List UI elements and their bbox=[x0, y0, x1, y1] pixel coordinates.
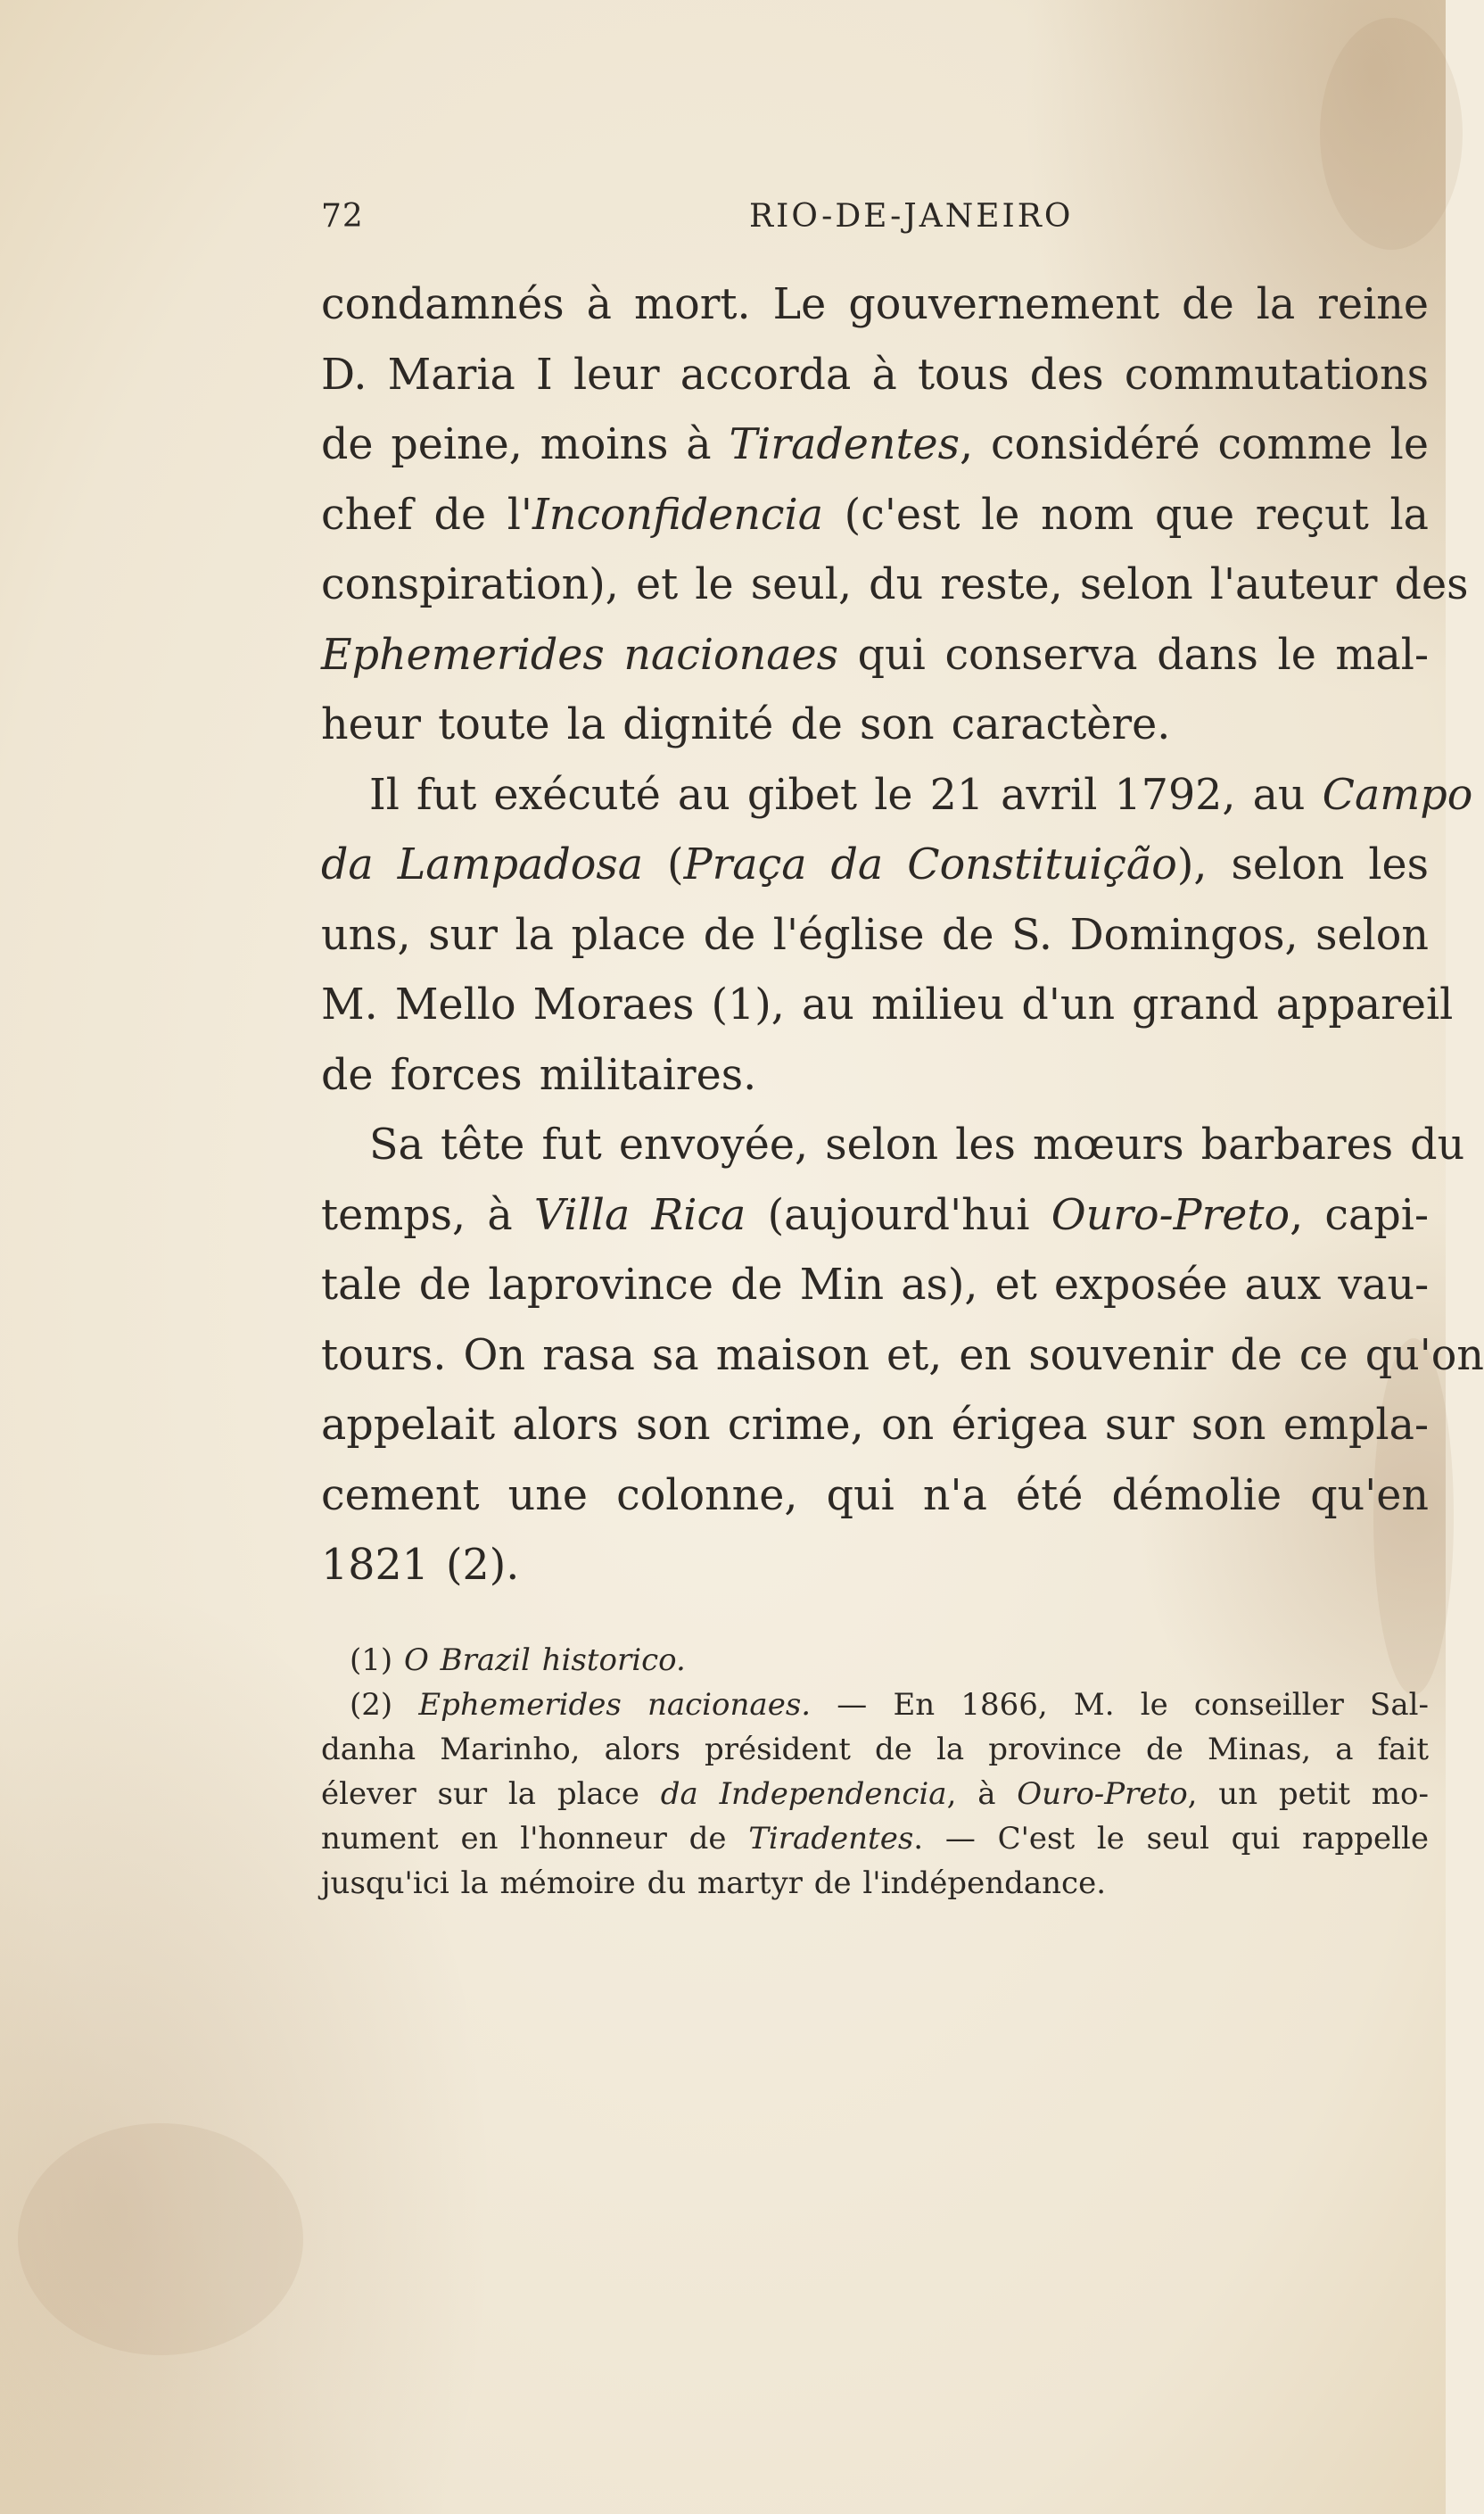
text-line bbox=[321, 1391, 1429, 1461]
text-span: temps, à bbox=[321, 1190, 534, 1240]
text-line bbox=[321, 550, 1469, 621]
footnote-2-line bbox=[321, 1683, 1429, 1727]
text-span: tale de laprovince de Min as), et exposée aux vau- bbox=[321, 1261, 1430, 1310]
text-span: danha Marinho, alors président de la province de Minas, a fait bbox=[321, 1732, 1429, 1767]
text-span: 1821 (2). bbox=[321, 1541, 520, 1590]
text-span: chef de l' bbox=[321, 490, 532, 540]
text-line bbox=[321, 341, 1429, 411]
italic-name: Tiradentes bbox=[748, 1821, 914, 1857]
footnote-title: Ephemerides nacionaes. bbox=[418, 1687, 812, 1723]
text-line bbox=[321, 971, 1454, 1041]
text-span: uns, sur la place de l'église de S. Domingos, selon bbox=[321, 910, 1429, 960]
footnote-2-line bbox=[321, 1861, 1429, 1906]
text-span: (aujourd'hui bbox=[746, 1190, 1051, 1240]
page-number: 72 bbox=[321, 198, 364, 235]
italic-place: Ouro-Preto bbox=[1051, 1190, 1290, 1240]
text-line bbox=[321, 270, 1429, 341]
text-line bbox=[321, 761, 1473, 831]
running-title: RIO-DE-JANEIRO bbox=[749, 198, 1074, 235]
italic-place: Ouro-Preto bbox=[1017, 1776, 1188, 1812]
text-span: élever sur la place bbox=[321, 1776, 661, 1812]
text-span: appelait alors son crime, on érigea sur son empla- bbox=[321, 1401, 1429, 1450]
text-span: , à bbox=[946, 1776, 1018, 1812]
body-text bbox=[321, 270, 1484, 1601]
text-span: , un petit mo- bbox=[1187, 1776, 1429, 1812]
paper-stain bbox=[18, 2123, 303, 2355]
text-span: Il fut exécuté au gibet le 21 avril 1792, au bbox=[369, 770, 1323, 820]
text-span: conspiration), et le seul, du reste, selon l'auteur des bbox=[321, 560, 1469, 609]
italic-place: da Independencia bbox=[660, 1776, 947, 1812]
footnote-2-line bbox=[321, 1772, 1429, 1816]
italic-name: Inconfidencia bbox=[532, 490, 824, 540]
footnotes bbox=[321, 1638, 1429, 1906]
running-head bbox=[321, 198, 1427, 252]
text-span: Sa tête fut envoyée, selon les mœurs barbares du bbox=[369, 1121, 1465, 1170]
footnote-2-line bbox=[321, 1816, 1429, 1861]
text-span: M. Mello Moraes (1), au milieu d'un grand appareil bbox=[321, 980, 1454, 1030]
text-span: , considéré comme le bbox=[960, 420, 1429, 469]
italic-place: da Lampadosa bbox=[321, 840, 644, 889]
text-line bbox=[321, 1321, 1484, 1392]
text-line bbox=[321, 901, 1429, 972]
footnote-title: O Brazil historico. bbox=[403, 1642, 686, 1678]
text-line bbox=[321, 621, 1429, 691]
text-span: , capi- bbox=[1290, 1190, 1429, 1240]
text-line bbox=[321, 481, 1429, 551]
footnote-1 bbox=[321, 1638, 1429, 1683]
text-span: heur toute la dignité de son caractère. bbox=[321, 700, 1171, 749]
text-line bbox=[321, 1461, 1429, 1532]
text-line bbox=[321, 1251, 1429, 1321]
text-line bbox=[321, 1181, 1429, 1252]
text-span: condamnés à mort. Le gouvernement de la reine bbox=[321, 280, 1429, 329]
text-span: D. Maria I leur accorda à tous des commutations bbox=[321, 350, 1429, 400]
text-span: . — C'est le seul qui rappelle bbox=[913, 1821, 1429, 1857]
italic-place: Campo bbox=[1322, 770, 1473, 820]
footnote-2-line bbox=[321, 1727, 1429, 1772]
text-span: cement une colonne, qui n'a été démolie qu'en bbox=[321, 1470, 1429, 1520]
text-span: de peine, moins à bbox=[321, 420, 730, 469]
text-span: (c'est le nom que reçut la bbox=[823, 490, 1429, 540]
text-span: tours. On rasa sa maison et, en souvenir de ce qu'on bbox=[321, 1330, 1484, 1380]
italic-title: Ephemerides nacionaes bbox=[321, 630, 839, 680]
italic-place: Praça da Constituição bbox=[683, 840, 1177, 889]
text-span: ), selon les bbox=[1176, 840, 1430, 889]
text-span: — En 1866, M. le conseiller Sal- bbox=[811, 1687, 1429, 1723]
text-line bbox=[321, 831, 1429, 901]
text-span: de forces militaires. bbox=[321, 1050, 757, 1100]
text-line bbox=[321, 1531, 1429, 1601]
text-span: qui conserva dans le mal- bbox=[838, 630, 1430, 680]
text-line bbox=[321, 691, 1429, 761]
text-line bbox=[321, 410, 1429, 481]
text-span: ( bbox=[643, 840, 684, 889]
footnote-marker: (1) bbox=[350, 1642, 404, 1678]
text-line bbox=[321, 1041, 1429, 1112]
text-span: nument en l'honneur de bbox=[321, 1821, 749, 1857]
italic-name: Tiradentes bbox=[729, 420, 960, 469]
text-line bbox=[321, 1111, 1465, 1181]
italic-place: Villa Rica bbox=[533, 1190, 746, 1240]
footnote-marker: (2) bbox=[350, 1687, 419, 1723]
text-span: jusqu'ici la mémoire du martyr de l'indépendance. bbox=[321, 1865, 1106, 1901]
